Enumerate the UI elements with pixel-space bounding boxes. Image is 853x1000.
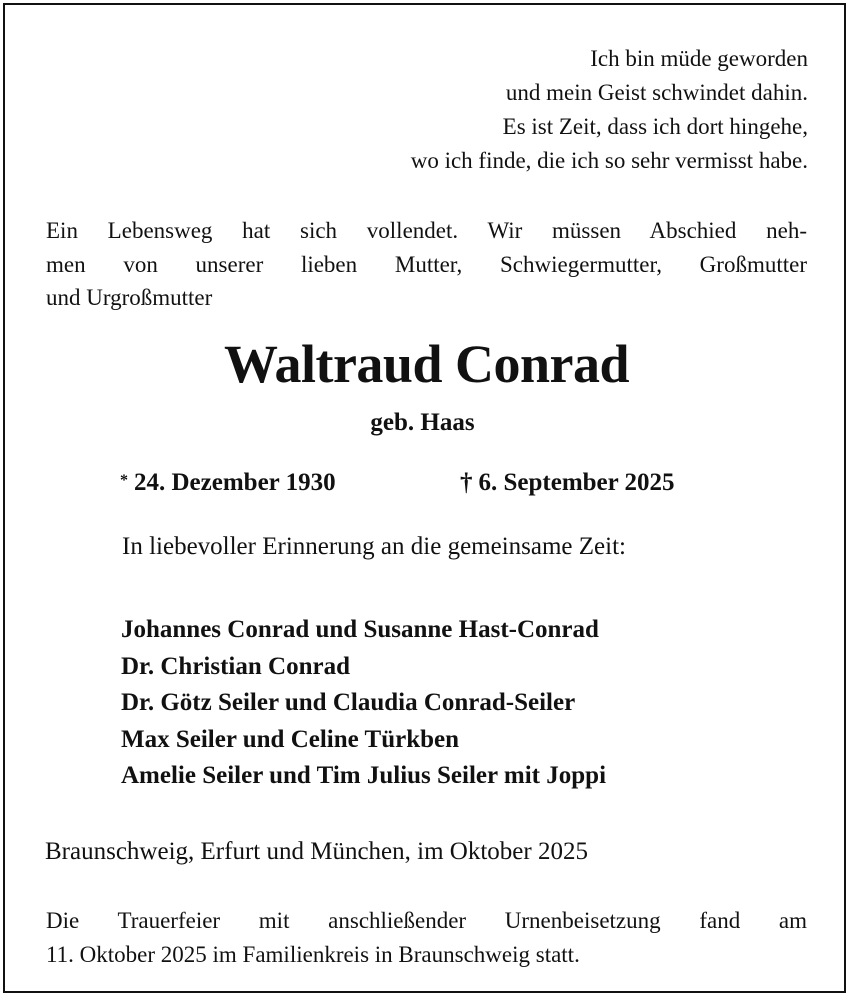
verse-quote — [411, 42, 808, 178]
mourner-entry: Dr. Götz Seiler und Claudia Conrad-Seiler — [121, 689, 576, 716]
death-date: 6. September 2025 — [478, 469, 675, 496]
memory-line: In liebevoller Erinnerung an die gemeinsame Zeit: — [122, 533, 626, 560]
verse-line: Es ist Zeit, dass ich dort hingehe, — [502, 114, 808, 139]
birth-date: 24. Dezember 1930 — [134, 469, 336, 496]
intro-line: Ein Lebensweg hat sich vollendet. Wir müssen Abschied neh- — [46, 218, 807, 243]
mourners-list — [121, 612, 606, 795]
dagger-icon: † — [460, 469, 473, 496]
ceremony-line: 11. Oktober 2025 im Familienkreis in Braunschweig statt. — [46, 941, 580, 967]
intro-line: und Urgroßmutter — [46, 285, 213, 310]
ceremony-note — [46, 904, 807, 971]
intro-line: men von unserer lieben Mutter, Schwiegermutter, Großmutter — [46, 251, 807, 277]
birth-asterisk-icon: * — [120, 472, 128, 489]
birth-date-line — [120, 466, 336, 500]
intro-paragraph — [46, 214, 807, 315]
maiden-name: geb. Haas — [370, 409, 475, 436]
verse-line: wo ich finde, die ich so sehr vermisst habe. — [410, 148, 808, 173]
verse-line: Ich bin müde geworden — [590, 46, 808, 71]
death-date-line — [460, 466, 675, 500]
mourner-entry: Johannes Conrad und Susanne Hast-Conrad — [121, 616, 599, 643]
mourner-entry: Amelie Seiler und Tim Julius Seiler mit Joppi — [121, 762, 607, 789]
mourner-entry: Max Seiler und Celine Türkben — [121, 725, 460, 753]
deceased-name: Waltraud Conrad — [223, 334, 630, 394]
ceremony-line: Die Trauerfeier mit anschließender Urnenbeisetzung fand am — [46, 908, 807, 933]
mourner-entry: Dr. Christian Conrad — [121, 652, 350, 680]
verse-line: und mein Geist schwindet dahin. — [505, 80, 808, 105]
place-date: Braunschweig, Erfurt und München, im Oktober 2025 — [45, 838, 588, 865]
